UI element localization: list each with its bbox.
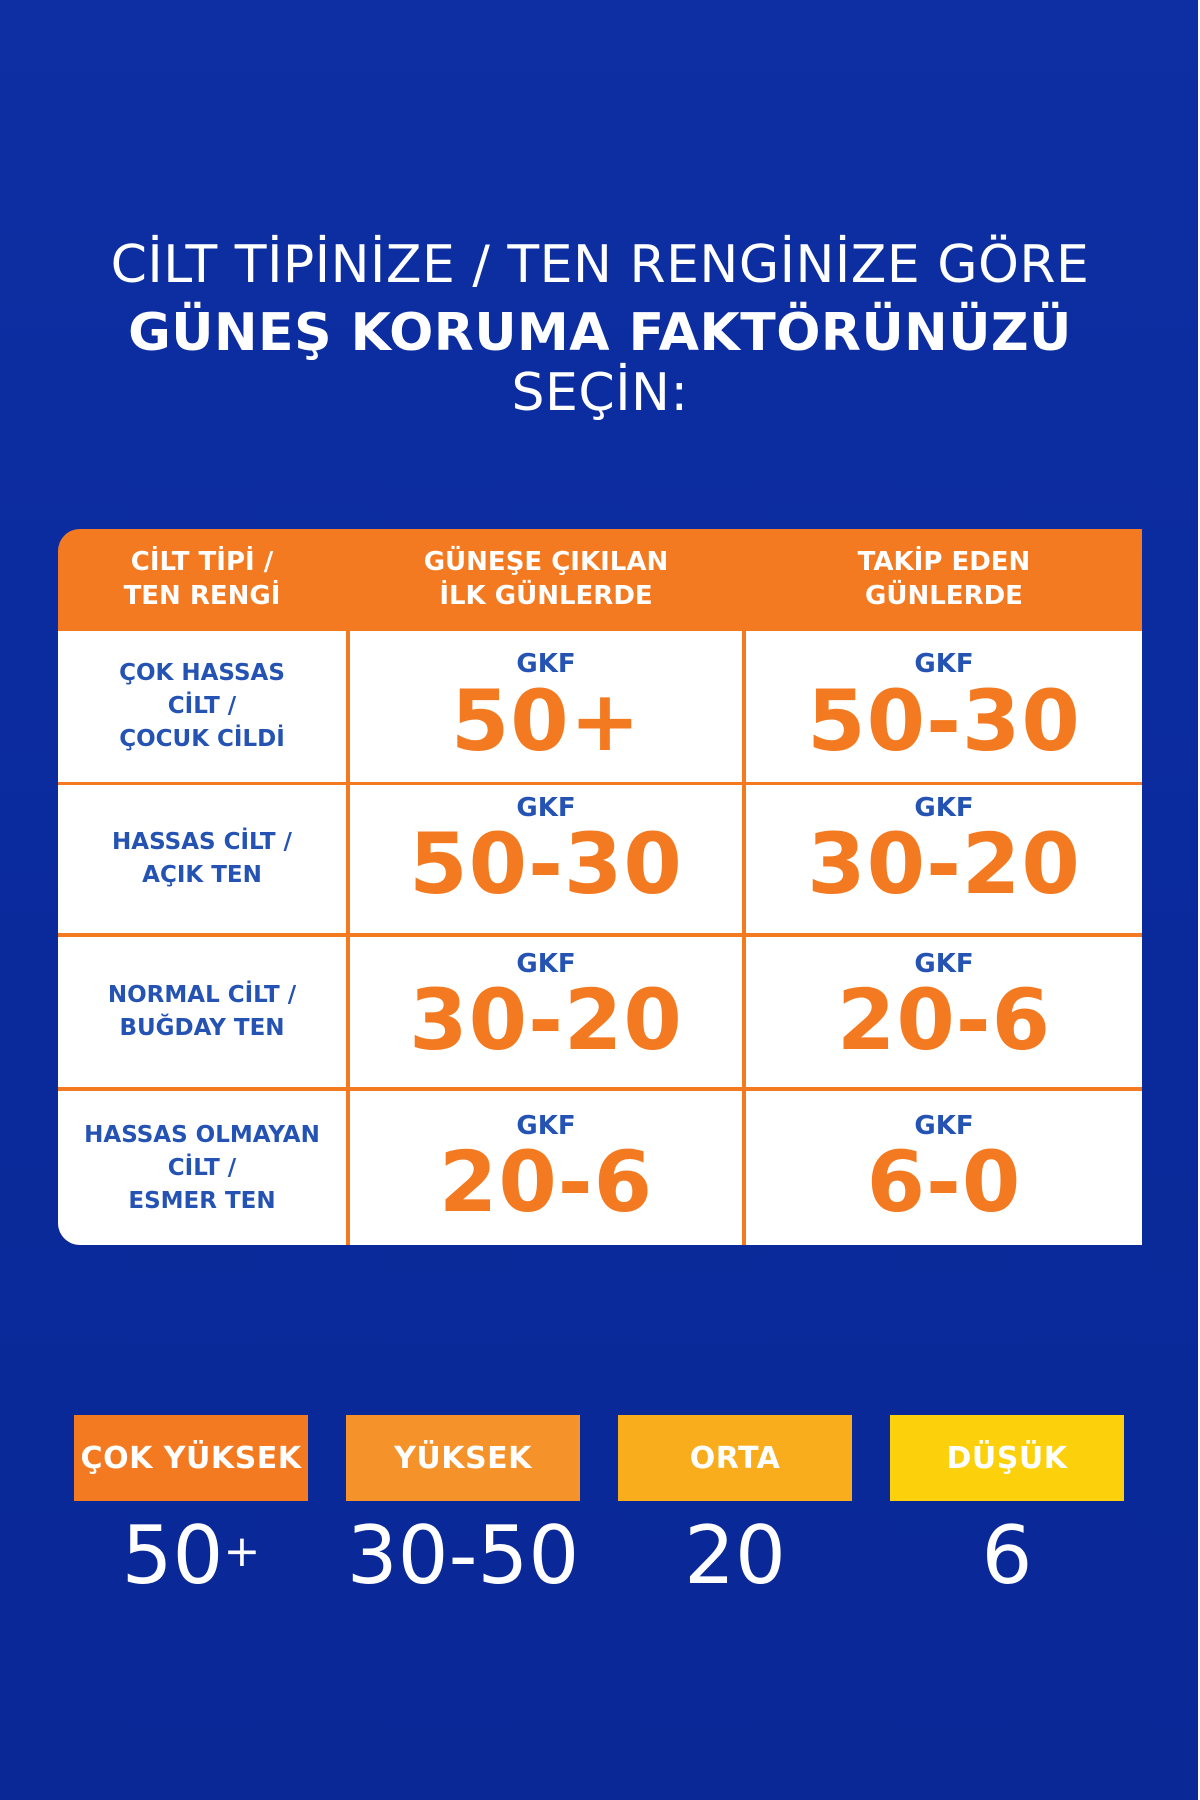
- gkf-label: GKF: [914, 793, 974, 823]
- spf-value: 50-30: [807, 672, 1081, 770]
- spf-value: 20-6: [836, 971, 1052, 1069]
- cell-first-days-row-3: [350, 937, 742, 1087]
- cell-following-days-row-3: [746, 937, 1142, 1087]
- cell-first-days-row-4: [350, 1091, 742, 1245]
- gkf-label: GKF: [516, 649, 576, 679]
- legend-value-high: 30-50: [346, 1509, 580, 1602]
- gkf-label: GKF: [914, 949, 974, 979]
- legend-value-very-high: [74, 1508, 308, 1604]
- heading-line-1: CİLT TİPİNİZE / TEN RENGİNİZE GÖRE: [110, 235, 1090, 295]
- legend-medium: ORTA: [618, 1415, 852, 1501]
- row-label-very-sensitive: ÇOK HASSAS CİLT / ÇOCUK CİLDİ: [58, 631, 346, 782]
- gkf-label: GKF: [914, 649, 974, 679]
- heading-line-2: [60, 303, 1140, 423]
- cell-first-days-row-1: [350, 631, 742, 782]
- row-label-sensitive: HASSAS CİLT / AÇIK TEN: [58, 785, 346, 933]
- legend-value-plus: +: [223, 1526, 261, 1577]
- spf-value: 50+: [450, 672, 642, 770]
- gkf-label: GKF: [914, 1111, 974, 1141]
- row-label-not-sensitive: HASSAS OLMAYAN CİLT / ESMER TEN: [58, 1091, 346, 1245]
- heading-line-2-bold: GÜNEŞ KORUMA FAKTÖRÜNÜZÜ: [128, 303, 1072, 363]
- heading-line-2-rest: SEÇİN:: [511, 363, 689, 423]
- spf-value: 30-20: [807, 815, 1081, 913]
- header-skin-type: CİLT TİPİ / TEN RENGİ: [123, 547, 281, 611]
- spf-value: 30-20: [409, 971, 683, 1069]
- spf-value: 6-0: [866, 1133, 1022, 1231]
- gkf-label: GKF: [516, 949, 576, 979]
- spf-value: 50-30: [409, 815, 683, 913]
- header-following-days: TAKİP EDEN GÜNLERDE: [857, 547, 1031, 611]
- legend-high: YÜKSEK: [346, 1415, 580, 1501]
- spf-value: 20-6: [438, 1133, 654, 1231]
- header-first-days: GÜNEŞE ÇIKILAN İLK GÜNLERDE: [423, 547, 669, 611]
- legend-value-number: 50: [121, 1509, 224, 1602]
- cell-following-days-row-4: [746, 1091, 1142, 1245]
- legend-value-low: 6: [981, 1509, 1033, 1602]
- spf-table: [58, 529, 1142, 1245]
- cell-following-days-row-1: [746, 631, 1142, 782]
- cell-first-days-row-2: [350, 785, 742, 933]
- row-label-normal: NORMAL CİLT / BUĞDAY TEN: [58, 937, 346, 1087]
- gkf-label: GKF: [516, 793, 576, 823]
- cell-following-days-row-2: [746, 785, 1142, 933]
- legend-low: DÜŞÜK: [890, 1415, 1124, 1501]
- gkf-label: GKF: [516, 1111, 576, 1141]
- legend-value-medium: 20: [684, 1509, 786, 1602]
- legend-very-high: ÇOK YÜKSEK: [74, 1415, 308, 1501]
